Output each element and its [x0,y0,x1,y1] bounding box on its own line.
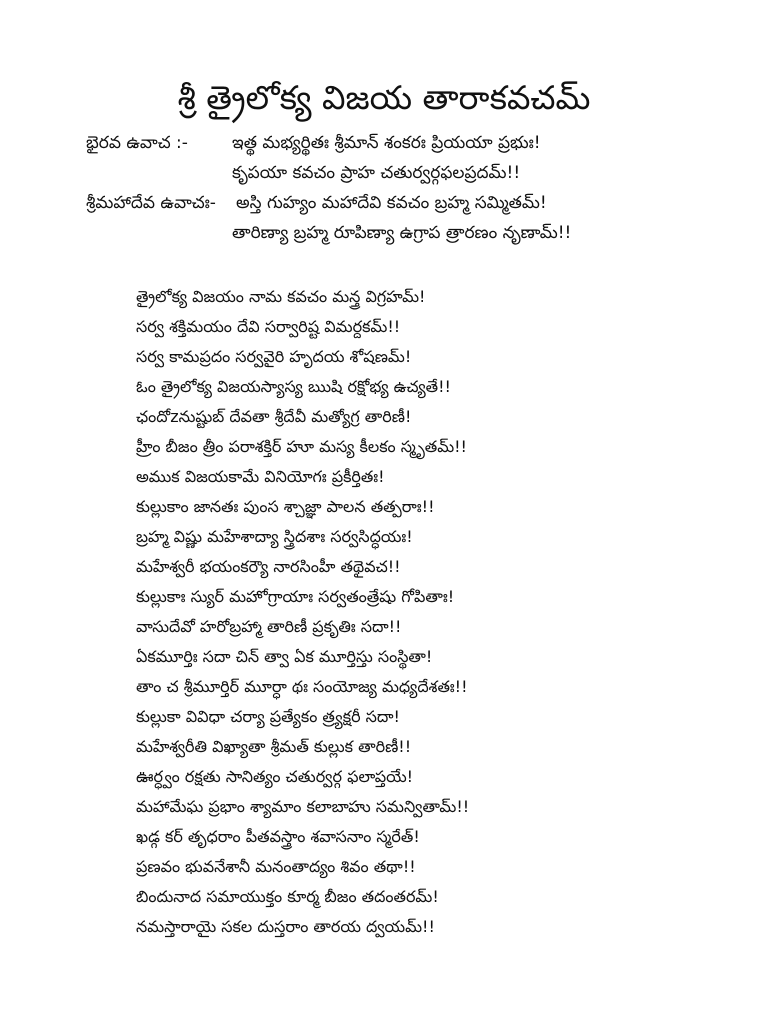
verse-line: ప్రణవం భువనేశానీ మనంతాద్యం శివం తథా!! [136,857,416,876]
intro-row-2 [86,158,746,188]
verse-line: సర్వ కామప్రదం సర్వవైరి హృదయ శోషణమ్! [136,347,412,366]
verse-line: తాం చ శ్రీమూర్తిర్ మూర్ధా థః సంయోజ్య మధ్యదేశతః!! [136,677,468,696]
verse-line: కుల్లుకాః స్యుర్ మహోగ్రాయాః సర్వతంత్రేషు గోపితాః! [136,587,455,606]
verse-line: మహేశ్వరీ భయంకర్యౌ నారసింహీ తథైవచ!! [136,557,401,576]
page-title: శ్రీ త్రైలోక్య విజయ తారాకవచమ్ [177,78,591,117]
verse-line: బ్రహ్మ విష్ణు మహేశాద్యా స్త్రిదశాః సర్వసిద్ధయః! [136,527,413,546]
speaker-label: భైరవ ఉవాచ :- [86,133,188,153]
verse-line: మహామేఘ ప్రభాం శ్యామాం కలాబాహు సమన్వితామ్!! [136,797,470,816]
intro-verse-line: అస్తి గుహ్యం మహాదేవి కవచం బ్రహ్మ సమ్మితమ్! [236,193,547,213]
verse-line: హ్రీం బీజం త్రీం పరాశక్తిర్ హూ మస్య కీలకం స్మృతమ్!! [136,437,467,456]
intro-row-3 [86,188,746,218]
verse-line: కుల్లుకా వివిధా చర్యా ప్రత్యేకం త్ర్యక్షరీ సదా! [136,707,400,726]
verse-line: ఏకమూర్తిః సదా చిన్ త్వా ఏక మూర్తిస్తు సంస్థితా! [136,647,433,666]
intro-verse-line: కృపయా కవచం ప్రాహ చతుర్వర్గఫలప్రదమ్!! [232,163,521,183]
verse-line: మహేశ్వరీతి విఖ్యాతా శ్రీమత్ కుల్లుక తారిణీ!! [136,737,412,756]
verse-line: వాసుదేవో హరోబ్రహ్మా తారిణీ ప్రకృతిః సదా!! [136,617,402,636]
kavacham-verse-list [136,282,736,942]
verse-line: ఓం త్రైలోక్య విజయస్యాస్య ఋషి రక్షోభ్య ఉచ్యతే!! [136,377,451,396]
verse-line: బిందునాద సమాయుక్తం కూర్మ బీజం తదంతరమ్! [136,887,439,906]
verse-line: త్రైలోక్య విజయం నామ కవచం మన్త్ర విగ్రహమ్! [136,287,426,306]
intro-verse-line: ఇత్థ మభ్యర్థితః శ్రీమాన్ శంకరః ప్రియయా ప్రభుః! [232,133,541,153]
verse-line: ఊర్ధ్వం రక్షతు సానిత్యం చతుర్వర్గ ఫలాప్తయే! [136,767,414,786]
verse-line: సర్వ శక్తిమయం దేవి సర్వారిష్ట విమర్దకమ్!! [136,317,401,336]
verse-line: నమస్తారాయై సకల దుస్తరాం తారయ ద్వయమ్!! [136,917,435,936]
verse-line: ఛందోzనుష్టుబ్ దేవతా శ్రీదేవీ మత్యోగ్ర తారిణీ! [136,407,412,426]
speaker-label: శ్రీమహాదేవ ఉవాచః- [86,193,216,213]
intro-row-1 [86,128,746,158]
intro-row-4 [86,218,746,248]
verse-line: కుల్లుకాం జానతః పుంస శ్చాజ్ఞా పాలన తత్పరాః!! [136,497,435,516]
verse-line: అముక విజయకామే వినియోగః ప్రకీర్తితః! [136,467,385,486]
intro-verse-line: తారిణ్యా బ్రహ్మ రూపిణ్యా ఉగ్రాప త్రారణం నృణామ్!! [232,223,572,243]
verse-line: ఖడ్గ కర్ తృధరాం పీతవస్త్రాం శవాసనాం స్మరేత్! [136,827,420,846]
